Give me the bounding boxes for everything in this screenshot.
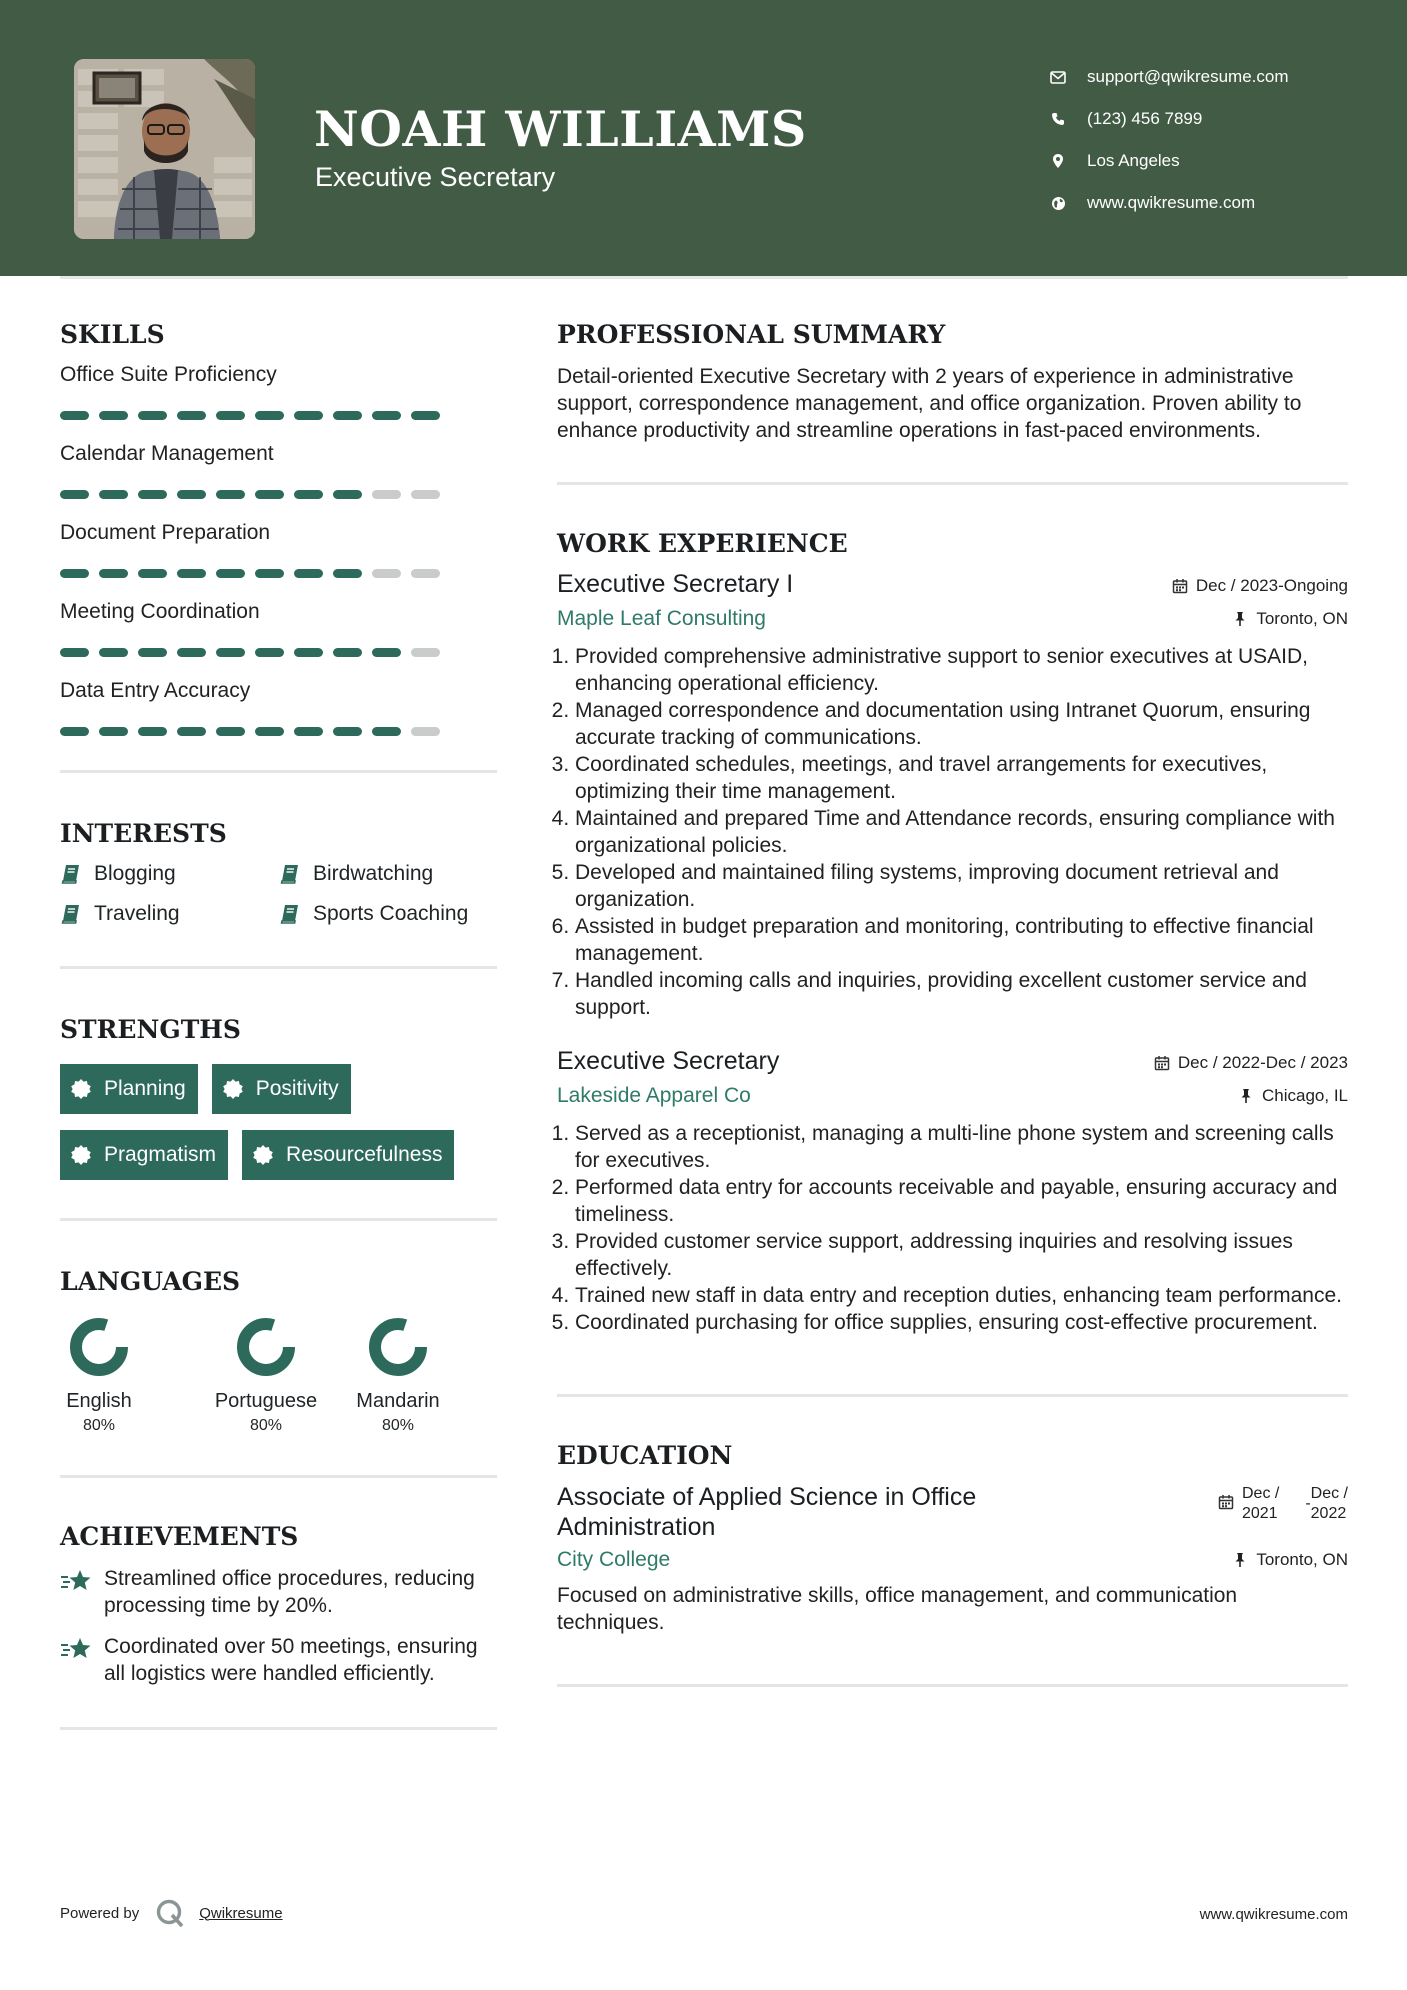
- strength-badge: [212, 1064, 351, 1114]
- skill-level-dash: [99, 648, 128, 657]
- skill-level-dash: [411, 490, 440, 499]
- skill-level-bar: [60, 490, 497, 499]
- skill-level-dash: [138, 490, 167, 499]
- language-item: [348, 1316, 448, 1435]
- education-location: [1232, 1550, 1348, 1570]
- section-divider: [60, 1727, 497, 1730]
- job-header: [557, 570, 1348, 599]
- strengths-list: [60, 1064, 500, 1180]
- school-name: City College: [557, 1548, 671, 1571]
- job-dates: [1154, 1053, 1348, 1073]
- skill-level-dash: [60, 569, 89, 578]
- skill-level-dash: [60, 490, 89, 499]
- duty-item: 6. Assisted in budget preparation and monitoring, contributing to effective financial management.: [575, 913, 1348, 967]
- duty-item: 3. Coordinated schedules, meetings, and travel arrangements for executives, optimizing their time management.: [575, 751, 1348, 805]
- job-dates-text: Dec / 2023-Ongoing: [1195, 576, 1348, 595]
- contact-phone[interactable]: [1050, 98, 1289, 140]
- qwikresume-link[interactable]: Qwikresume: [199, 1904, 283, 1922]
- skill-level-dash: [333, 648, 362, 657]
- achievements-section: [60, 1522, 497, 1687]
- date-part: Dec /: [1310, 1485, 1348, 1502]
- skill-item: [60, 521, 497, 578]
- duty-item: 4. Trained new staff in data entry and reception duties, enhancing team performance.: [575, 1282, 1348, 1309]
- skill-level-dash: [255, 490, 284, 499]
- skill-label: Data Entry Accuracy: [60, 679, 251, 702]
- badge-check-icon: [70, 1078, 92, 1100]
- skill-level-dash: [372, 490, 401, 499]
- interest-item: [60, 862, 279, 886]
- candidate-name: NOAH WILLIAMS: [314, 100, 807, 158]
- language-progress-ring: [367, 1316, 429, 1378]
- job-entry: [557, 1047, 1348, 1336]
- book-icon: [279, 863, 301, 885]
- skill-label: Calendar Management: [60, 442, 274, 465]
- star-shooting-icon: [60, 1567, 94, 1595]
- duty-item: 2. Performed data entry for accounts receivable and payable, ensuring accuracy and timeliness.: [575, 1174, 1348, 1228]
- left-column: [60, 320, 497, 1730]
- interest-label: Sports Coaching: [313, 902, 469, 925]
- skills-section: [60, 320, 497, 736]
- skill-level-dash: [99, 569, 128, 578]
- section-divider: [557, 482, 1348, 485]
- interest-item: [279, 862, 498, 886]
- skill-level-dash: [216, 411, 245, 420]
- skill-level-dash: [372, 648, 401, 657]
- strength-badge: [60, 1130, 228, 1180]
- contact-website-text: www.qwikresume.com: [1087, 193, 1256, 212]
- contact-email-text: support@qwikresume.com: [1087, 67, 1289, 86]
- duty-item: 5. Developed and maintained filing systems, improving document retrieval and organization.: [575, 859, 1348, 913]
- skills-heading: SKILLS: [60, 320, 165, 349]
- contact-website[interactable]: [1050, 182, 1289, 224]
- skill-level-dash: [99, 490, 128, 499]
- strength-badge: [60, 1064, 198, 1114]
- education-location-text: Toronto, ON: [1256, 1550, 1348, 1569]
- skill-level-dash: [411, 727, 440, 736]
- strength-badge: [242, 1130, 454, 1180]
- duty-item: 5. Coordinated purchasing for office supplies, ensuring cost-effective procurement.: [575, 1309, 1348, 1336]
- strength-label: Planning: [104, 1077, 186, 1100]
- interest-label: Traveling: [94, 902, 180, 925]
- section-divider: [557, 1684, 1348, 1687]
- duty-item: 1. Provided comprehensive administrative support to senior executives at USAID, enhancing operational efficiency.: [575, 643, 1348, 697]
- degree-line: Administration: [557, 1513, 716, 1541]
- book-icon: [60, 903, 82, 925]
- language-name: Mandarin: [356, 1390, 440, 1412]
- strength-label: Resourcefulness: [286, 1143, 443, 1166]
- job-title: Executive Secretary: [557, 1047, 780, 1075]
- badge-check-icon: [252, 1144, 274, 1166]
- duty-item: 3. Provided customer service support, addressing inquiries and resolving issues effectively.: [575, 1228, 1348, 1282]
- skill-level-dash: [99, 411, 128, 420]
- language-percent: 80%: [249, 1417, 283, 1434]
- skills-list: [60, 363, 497, 736]
- skill-level-bar: [60, 648, 497, 657]
- duty-item: 1. Served as a receptionist, managing a multi-line phone system and screening calls for executives.: [575, 1120, 1348, 1174]
- section-divider: [60, 770, 497, 773]
- language-progress-ring: [235, 1316, 297, 1378]
- skill-level-dash: [333, 411, 362, 420]
- skill-level-dash: [294, 648, 323, 657]
- pushpin-icon: [1232, 1552, 1248, 1568]
- globe-icon: [1050, 195, 1066, 211]
- duty-item: 7. Handled incoming calls and inquiries, providing excellent customer service and support.: [575, 967, 1348, 1021]
- skill-level-dash: [216, 569, 245, 578]
- calendar-icon: [1154, 1055, 1170, 1071]
- summary-section: [557, 320, 1348, 444]
- skill-level-dash: [255, 569, 284, 578]
- section-divider: [60, 1475, 497, 1478]
- skill-level-dash: [294, 727, 323, 736]
- skill-level-bar: [60, 411, 497, 420]
- job-title: Executive Secretary I: [557, 570, 794, 598]
- language-item: [204, 1316, 328, 1435]
- skill-level-dash: [177, 569, 206, 578]
- skill-level-dash: [177, 648, 206, 657]
- skill-level-dash: [60, 648, 89, 657]
- skill-item: [60, 679, 497, 736]
- interest-label: Birdwatching: [313, 862, 434, 885]
- skill-level-dash: [255, 411, 284, 420]
- calendar-icon: [1172, 578, 1188, 594]
- achievement-text: Coordinated over 50 meetings, ensuring all logistics were handled efficiently.: [104, 1635, 478, 1685]
- job-location-text: Chicago, IL: [1262, 1086, 1348, 1105]
- date-part: 2022: [1310, 1505, 1347, 1522]
- languages-list: [60, 1316, 497, 1435]
- strengths-section: [60, 1015, 497, 1180]
- education-header: [557, 1482, 1348, 1542]
- skill-level-dash: [177, 727, 206, 736]
- job-dates-text: Dec / 2022-Dec / 2023: [1177, 1053, 1348, 1072]
- job-duties-list: [557, 643, 1348, 1021]
- education-dates: [1218, 1484, 1348, 1524]
- skill-level-dash: [216, 727, 245, 736]
- pushpin-icon: [1238, 1088, 1254, 1104]
- skill-level-dash: [138, 569, 167, 578]
- job-location: [1232, 609, 1348, 629]
- header-divider: [60, 276, 1348, 279]
- language-progress-arc: [243, 1324, 289, 1370]
- skill-label: Office Suite Proficiency: [60, 363, 277, 386]
- language-percent: 80%: [82, 1417, 116, 1434]
- skill-level-dash: [333, 727, 362, 736]
- section-divider: [557, 1394, 1348, 1397]
- location-pin-icon: [1050, 153, 1066, 169]
- skill-level-dash: [255, 727, 284, 736]
- contact-phone-text: (123) 456 7899: [1087, 109, 1203, 128]
- skill-level-dash: [138, 411, 167, 420]
- section-divider: [60, 966, 497, 969]
- education-heading: EDUCATION: [557, 1441, 733, 1470]
- language-progress-ring: [68, 1316, 130, 1378]
- envelope-icon: [1050, 69, 1066, 85]
- job-subheader: [557, 1084, 1348, 1108]
- duty-item: 2. Managed correspondence and documentation using Intranet Quorum, ensuring accurate tracking of communications.: [575, 697, 1348, 751]
- skill-level-dash: [411, 411, 440, 420]
- skill-level-dash: [294, 411, 323, 420]
- interests-list: [60, 862, 497, 926]
- date-part: Dec /: [1241, 1485, 1280, 1502]
- job-location: [1238, 1086, 1348, 1106]
- skill-level-dash: [294, 569, 323, 578]
- language-progress-arc: [375, 1324, 421, 1370]
- skill-level-dash: [411, 569, 440, 578]
- skill-level-dash: [411, 648, 440, 657]
- skill-level-dash: [294, 490, 323, 499]
- star-shooting-icon: [60, 1635, 94, 1663]
- job-header: [557, 1047, 1348, 1076]
- degree-title: [557, 1482, 976, 1542]
- interest-label: Blogging: [94, 862, 176, 885]
- education-description: Focused on administrative skills, office management, and communication techniques.: [557, 1584, 1238, 1634]
- profile-photo: [74, 59, 255, 239]
- summary-heading: PROFESSIONAL SUMMARY: [557, 320, 946, 349]
- resume-header: [0, 0, 1407, 276]
- job-entry: [557, 570, 1348, 1021]
- job-dates: [1172, 576, 1348, 596]
- education-subheader: [557, 1548, 1348, 1572]
- strength-label: Positivity: [255, 1077, 339, 1100]
- achievements-heading: ACHIEVEMENTS: [60, 1522, 299, 1551]
- achievement-item: [60, 1633, 497, 1687]
- language-item: [60, 1316, 138, 1435]
- skill-label: Document Preparation: [60, 521, 271, 544]
- strength-label: Pragmatism: [104, 1143, 217, 1166]
- skill-level-bar: [60, 727, 497, 736]
- skill-level-dash: [255, 648, 284, 657]
- skill-level-dash: [372, 569, 401, 578]
- skill-level-dash: [99, 727, 128, 736]
- education-end-date: [1311, 1484, 1348, 1524]
- powered-by-text: Powered by: [60, 1904, 140, 1922]
- phone-icon: [1050, 111, 1066, 127]
- contact-location-text: Los Angeles: [1087, 151, 1180, 170]
- pushpin-icon: [1232, 611, 1248, 627]
- footer-powered-by: [60, 1898, 283, 1928]
- experience-heading: WORK EXPERIENCE: [557, 529, 848, 558]
- strengths-heading: STRENGTHS: [60, 1015, 241, 1044]
- contact-list: [1050, 56, 1289, 224]
- languages-section: [60, 1267, 497, 1435]
- qwikresume-logo-icon: [155, 1898, 185, 1928]
- education-section: [557, 1441, 1348, 1636]
- language-percent: 80%: [381, 1417, 415, 1434]
- education-start-date: [1242, 1484, 1279, 1524]
- degree-line: Associate of Applied Science in Office: [557, 1483, 977, 1511]
- skill-item: [60, 600, 497, 657]
- achievement-item: [60, 1565, 497, 1619]
- book-icon: [279, 903, 301, 925]
- duty-item: 4. Maintained and prepared Time and Attendance records, ensuring compliance with organizational policies.: [575, 805, 1348, 859]
- skill-level-bar: [60, 569, 497, 578]
- languages-heading: LANGUAGES: [60, 1267, 241, 1296]
- skill-level-dash: [177, 411, 206, 420]
- skill-item: [60, 442, 497, 499]
- skill-level-dash: [333, 569, 362, 578]
- contact-email[interactable]: [1050, 56, 1289, 98]
- skill-level-dash: [333, 490, 362, 499]
- footer-website[interactable]: www.qwikresume.com: [1199, 1906, 1348, 1923]
- date-separator: -: [1305, 1495, 1311, 1512]
- achievement-text: Streamlined office procedures, reducing processing time by 20%.: [104, 1567, 475, 1617]
- skill-level-dash: [216, 648, 245, 657]
- interests-heading: INTERESTS: [60, 819, 227, 848]
- interests-section: [60, 819, 497, 926]
- skill-level-dash: [216, 490, 245, 499]
- skill-level-dash: [60, 727, 89, 736]
- skill-item: [60, 363, 497, 420]
- date-part: 2021: [1241, 1505, 1278, 1522]
- interest-item: [60, 902, 279, 926]
- interest-item: [279, 902, 498, 926]
- candidate-title: Executive Secretary: [315, 162, 556, 192]
- language-name: English: [66, 1390, 132, 1412]
- job-subheader: [557, 607, 1348, 631]
- experience-section: [557, 529, 1348, 1336]
- skill-level-dash: [372, 411, 401, 420]
- language-progress-arc: [76, 1324, 122, 1370]
- calendar-icon: [1218, 1494, 1234, 1510]
- right-column: [557, 320, 1348, 1687]
- contact-location: [1050, 140, 1289, 182]
- skill-level-dash: [138, 648, 167, 657]
- skill-level-dash: [60, 411, 89, 420]
- book-icon: [60, 863, 82, 885]
- skill-label: Meeting Coordination: [60, 600, 260, 623]
- company-name: Lakeside Apparel Co: [557, 1084, 751, 1107]
- company-name: Maple Leaf Consulting: [557, 607, 766, 630]
- section-divider: [60, 1218, 497, 1221]
- skill-level-dash: [177, 490, 206, 499]
- job-location-text: Toronto, ON: [1256, 609, 1348, 628]
- badge-check-icon: [70, 1144, 92, 1166]
- job-duties-list: [557, 1120, 1348, 1336]
- language-name: Portuguese: [214, 1390, 318, 1412]
- summary-text: Detail-oriented Executive Secretary with 2 years of experience in administrative support, correspondence management, and office organization. Proven ability to enhance productivity and streamline operations in fast-paced environments.: [557, 365, 1302, 442]
- skill-level-dash: [138, 727, 167, 736]
- skill-level-dash: [372, 727, 401, 736]
- badge-check-icon: [222, 1078, 244, 1100]
